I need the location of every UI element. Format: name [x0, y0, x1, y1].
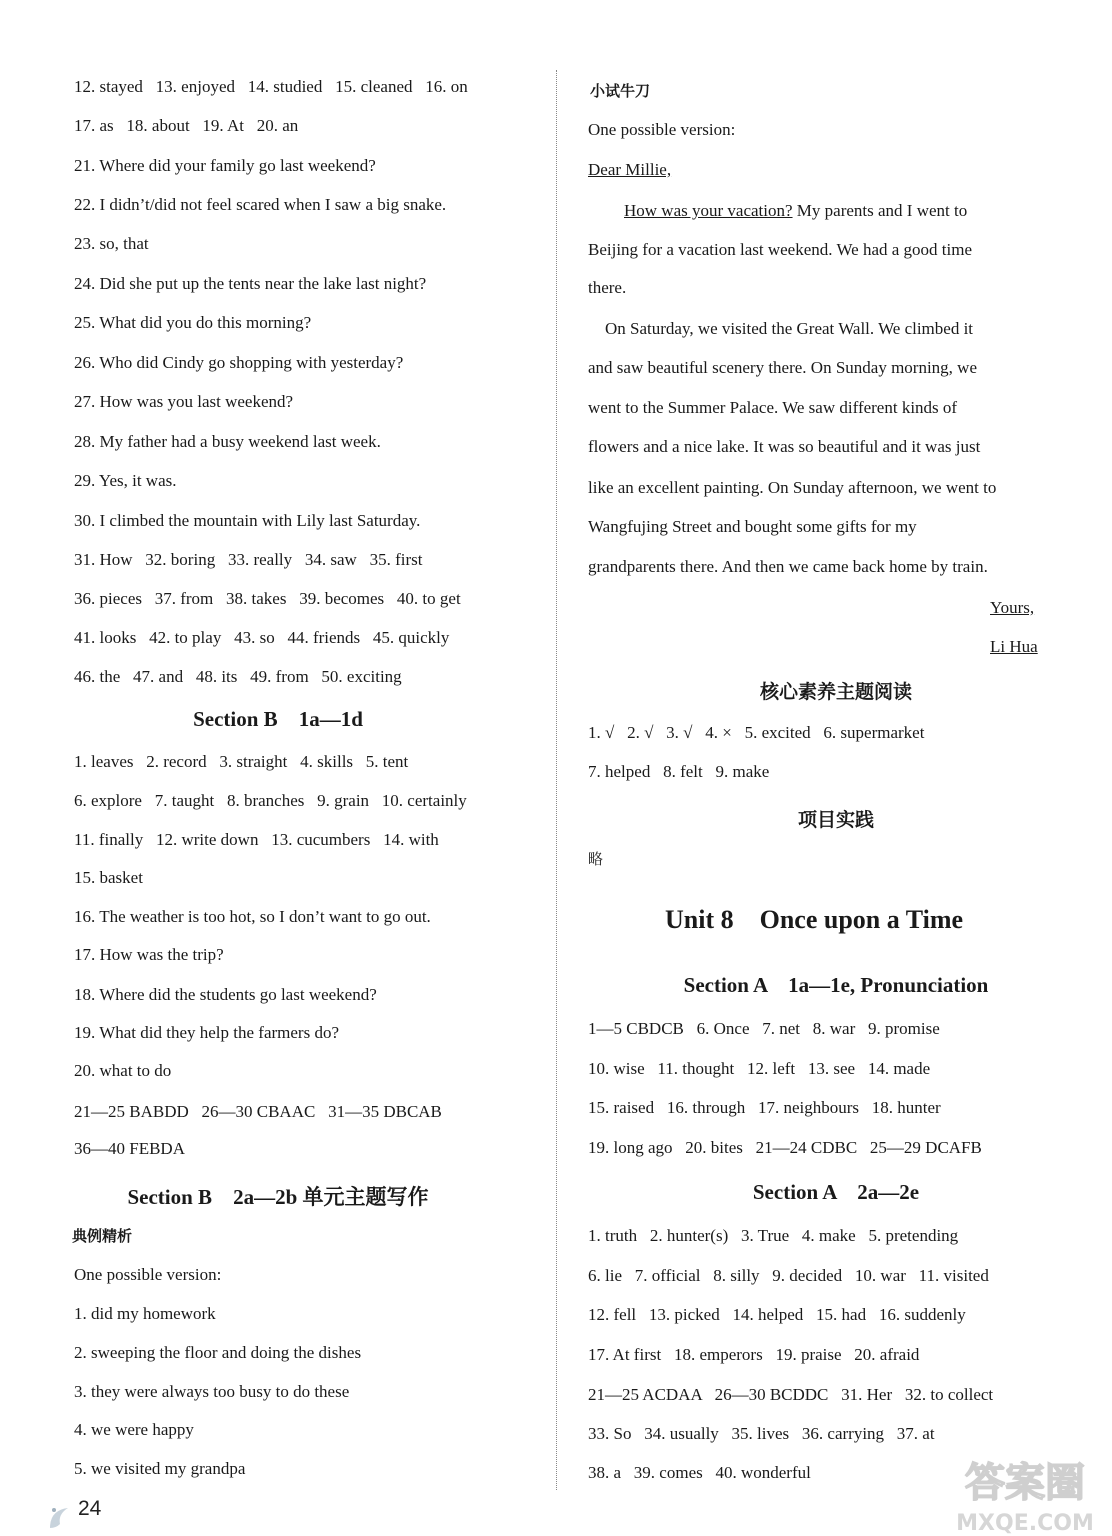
answer-line: 17. as 18. about 19. At 20. an [74, 116, 299, 135]
underlined-question: How was your vacation? [624, 201, 793, 220]
answer-line: 6. lie 7. official 8. silly 9. decided 10. war 11. visited [588, 1266, 989, 1285]
answer-line: 1. truth 2. hunter(s) 3. True 4. make 5. pretending [588, 1226, 959, 1245]
letter-greeting: Dear Millie, [588, 160, 672, 179]
answer-line: 20. what to do [74, 1061, 172, 1080]
answer-line: 25. What did you do this morning? [74, 313, 312, 332]
page-number: 24 [78, 1497, 102, 1520]
answer-line: 41. looks 42. to play 43. so 44. friends 45. quickly [74, 628, 450, 647]
answer-line: 28. My father had a busy weekend last week. [74, 432, 381, 451]
answer-line: 29. Yes, it was. [74, 471, 177, 490]
project-text: 略 [588, 850, 604, 868]
section-heading: 核心素养主题阅读 [759, 681, 912, 703]
unit-title: Unit 8 Once upon a Time [665, 905, 964, 934]
answer-line: 15. basket [74, 868, 143, 887]
answer-line: 7. helped 8. felt 9. make [588, 762, 770, 781]
page-corner-icon [46, 1502, 76, 1532]
answer-line: 21—25 BABDD 26—30 CBAAC 31—35 DBCAB [74, 1102, 442, 1121]
watermark-logo [940, 1450, 1110, 1536]
letter-line: there. [588, 278, 627, 297]
answer-line: 38. a 39. comes 40. wonderful [588, 1463, 811, 1482]
section-heading: Section A 2a—2e [752, 1180, 920, 1204]
answer-line: 22. I didn’t/did not feel scared when I saw a big snake. [74, 195, 447, 214]
answer-line: 36—40 FEBDA [74, 1139, 185, 1158]
answer-line: 46. the 47. and 48. its 49. from 50. exciting [74, 667, 402, 686]
answer-line: 21. Where did your family go last weekend? [74, 156, 376, 175]
answer-line: 21—25 ACDAA 26—30 BCDDC 31. Her 32. to collect [588, 1385, 994, 1404]
answer-line: 31. How 32. boring 33. really 34. saw 35. first [74, 550, 423, 569]
answer-line: 1. √ 2. √ 3. √ 4. × 5. excited 6. supermarket [588, 723, 925, 742]
section-heading: Section B 2a—2b 单元主题写作 [127, 1185, 429, 1209]
answer-line: 36. pieces 37. from 38. takes 39. becomes 40. to get [74, 589, 461, 608]
answer-line: 17. At first 18. emperors 19. praise 20. afraid [588, 1345, 920, 1364]
letter-text: My parents and I went to [792, 201, 968, 220]
answer-line: 33. So 34. usually 35. lives 36. carrying 37. at [588, 1424, 935, 1443]
letter-line: went to the Summer Palace. We saw different kinds of [588, 398, 958, 417]
letter-line: like an excellent painting. On Sunday afternoon, we went to [588, 478, 997, 497]
answer-line: 24. Did she put up the tents near the lake last night? [74, 274, 427, 293]
letter-intro: One possible version: [588, 120, 736, 139]
answer-line: 1. did my homework [74, 1304, 216, 1323]
answer-line: 19. What did they help the farmers do? [74, 1023, 339, 1042]
section-heading: Section B 1a—1d [193, 707, 363, 731]
trial-label: 小试牛刀 [590, 82, 651, 100]
answer-line: 10. wise 11. thought 12. left 13. see 14. made [588, 1059, 931, 1078]
answer-line: 15. raised 16. through 17. neighbours 18. hunter [588, 1098, 941, 1117]
answer-line: 27. How was you last weekend? [74, 392, 294, 411]
answer-line: 2. sweeping the floor and doing the dishes [74, 1343, 362, 1362]
answer-line: 3. they were always too busy to do these [74, 1382, 350, 1401]
section-heading: Section A 1a—1e, Pronunciation [683, 973, 989, 997]
answer-line: 12. stayed 13. enjoyed 14. studied 15. cleaned 16. on [74, 77, 468, 96]
answer-line: 30. I climbed the mountain with Lily last Saturday. [74, 511, 421, 530]
letter-line: Wangfujing Street and bought some gifts for my [588, 517, 917, 536]
answer-line: 5. we visited my grandpa [74, 1459, 246, 1478]
letter-closing: Yours, [990, 598, 1035, 617]
section-heading: 项目实践 [797, 809, 874, 831]
letter-line: Beijing for a vacation last weekend. We had a good time [588, 240, 973, 259]
answer-line: 16. The weather is too hot, so I don’t want to go out. [74, 907, 431, 926]
answer-line: One possible version: [74, 1265, 222, 1284]
answer-line: 12. fell 13. picked 14. helped 15. had 16. suddenly [588, 1305, 966, 1324]
letter-line: On Saturday, we visited the Great Wall. We climbed it [588, 319, 974, 338]
answer-line: 23. so, that [74, 234, 149, 253]
answer-line: 19. long ago 20. bites 21—24 CDBC 25—29 DCAFB [588, 1138, 982, 1157]
answer-line: 11. finally 12. write down 13. cucumbers 14. with [74, 830, 439, 849]
answer-line: 4. we were happy [74, 1420, 194, 1439]
svg-text:答案圈: 答案圈 [965, 1460, 1085, 1506]
column-divider [556, 70, 557, 1490]
answer-line: 18. Where did the students go last weekend? [74, 985, 377, 1004]
answer-line: 6. explore 7. taught 8. branches 9. grain 10. certainly [74, 791, 467, 810]
letter-line [624, 200, 967, 222]
letter-signature: Li Hua [990, 637, 1038, 656]
svg-text:MXQE.COM: MXQE.COM [956, 1511, 1094, 1536]
answer-line: 17. How was the trip? [74, 945, 224, 964]
answer-line: 1. leaves 2. record 3. straight 4. skills 5. tent [74, 752, 409, 771]
answer-line: 1—5 CBDCB 6. Once 7. net 8. war 9. promise [588, 1019, 940, 1038]
answer-line: 26. Who did Cindy go shopping with yesterday? [74, 353, 404, 372]
letter-line: and saw beautiful scenery there. On Sunday morning, we [588, 358, 977, 377]
letter-line: grandparents there. And then we came back home by train. [588, 557, 988, 576]
example-label: 典例精析 [72, 1227, 133, 1245]
letter-line: flowers and a nice lake. It was so beautiful and it was just [588, 437, 981, 456]
